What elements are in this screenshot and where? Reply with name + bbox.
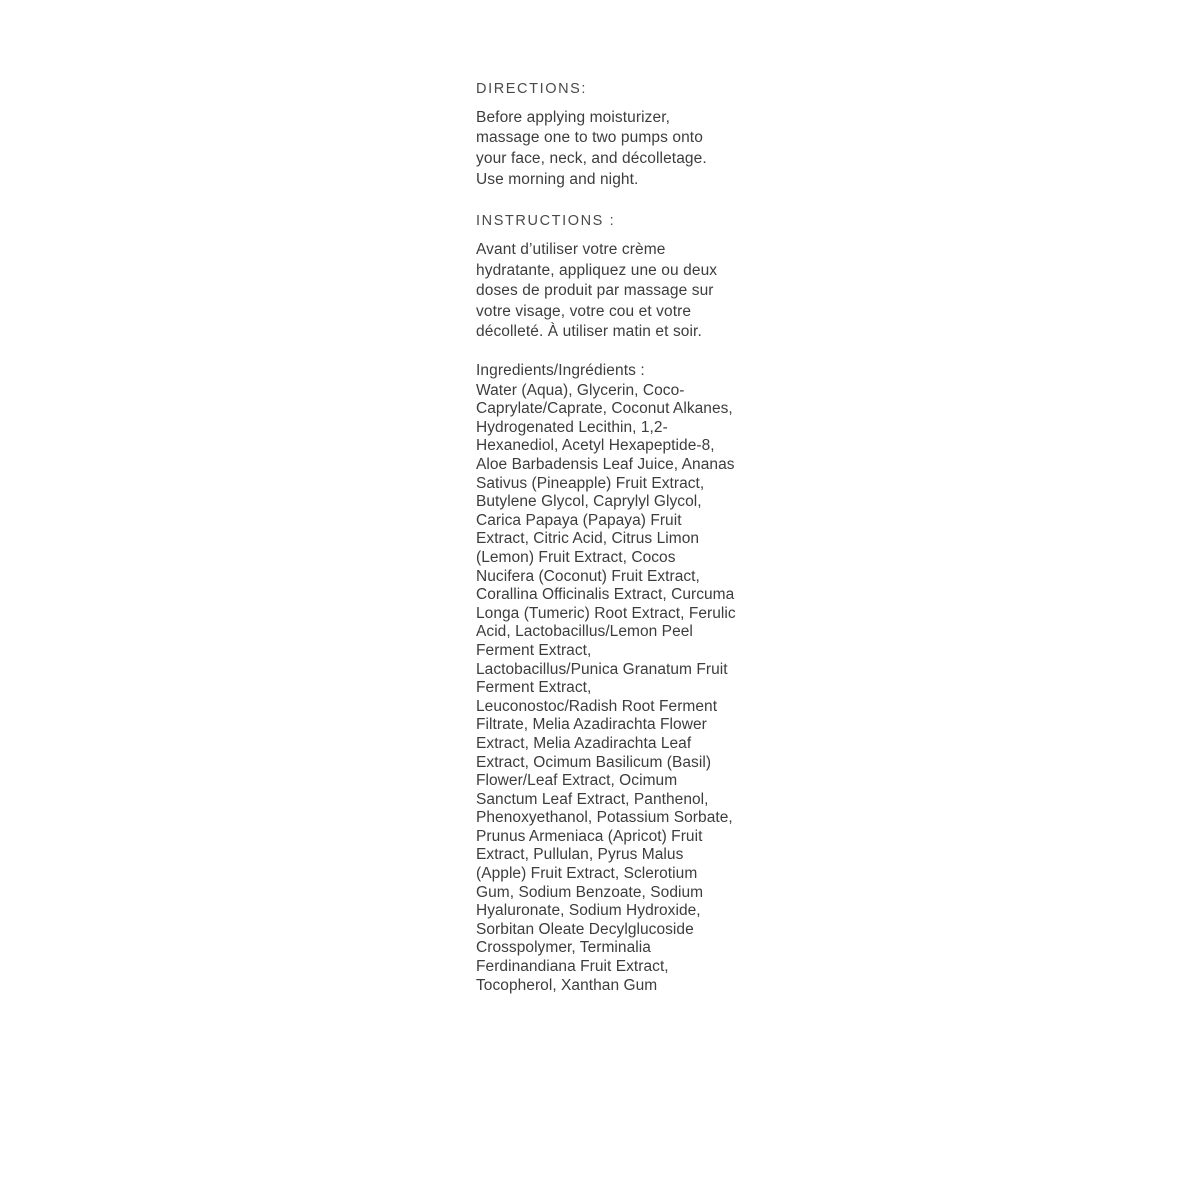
ingredients-list: Water (Aqua), Glycerin, Coco-Caprylate/Caprate, Coconut Alkanes, Hydrogenated Lecithin, 1,2-Hexanediol, Acetyl Hexapeptide-8, Aloe Barbadensis Leaf Juice, Ananas Sativus (Pineapple) Fruit Extract, Butylene Glycol, Caprylyl Glycol, Carica Papaya (Papaya) Fruit Extract, Citric Acid, Citrus Limon (Lemon) Fruit Extract, Cocos Nucifera (Coconut) Fruit Extract, Corallina Officinalis Extract, Curcuma Longa (Tumeric) Root Extract, Ferulic Acid, Lactobacillus/Lemon Peel Ferment Extract, Lactobacillus/Punica Granatum Fruit Ferment Extract, Leuconostoc/Radish Root Ferment Filtrate, Melia Azadirachta Flower Extract, Melia Azadirachta Leaf Extract, Ocimum Basilicum (Basil) Flower/Leaf Extract, Ocimum Sanctum Leaf Extract, Panthenol, Phenoxyethanol, Potassium Sorbate, Prunus Armeniaca (Apricot) Fruit Extract, Pullulan, Pyrus Malus (Apple) Fruit Extract, Sclerotium Gum, Sodium Benzoate, Sodium Hyaluronate, Sodium Hydroxide, Sorbitan Oleate Decylglucoside Crosspolymer, Terminalia Ferdinandiana Fruit Extract, Tocopherol, Xanthan Gum <box>476 381 736 994</box>
instructions-text: Avant d’utiliser votre crème hydratante, appliquez une ou deux doses de produit par massage sur votre visage, votre cou et votre décolleté. À utiliser matin et soir. <box>476 241 718 341</box>
ingredients-section <box>476 361 736 995</box>
directions-text: Before applying moisturizer, massage one to two pumps onto your face, neck, and décolletage. Use morning and night. <box>476 108 707 188</box>
directions-heading: DIRECTIONS: <box>476 81 588 97</box>
ingredients-heading: Ingredients/Ingrédients : <box>476 362 645 380</box>
label-text-column <box>476 80 736 995</box>
section-spacer-2 <box>476 343 736 361</box>
section-spacer <box>476 190 736 212</box>
instructions-section <box>476 212 736 343</box>
instructions-heading: INSTRUCTIONS : <box>476 213 616 230</box>
directions-section <box>476 80 736 190</box>
